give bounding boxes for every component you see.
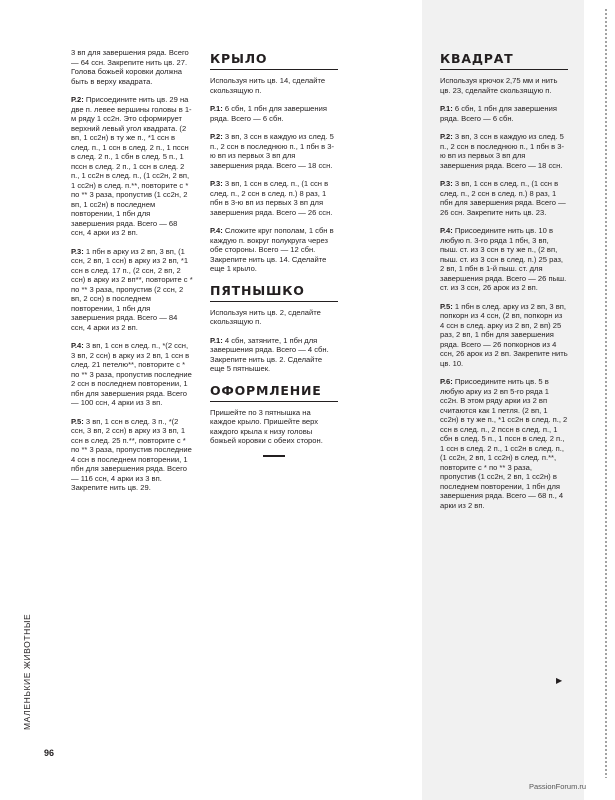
square-row-1 xyxy=(440,104,568,123)
section-heading-square: КВАДРАТ xyxy=(440,52,568,70)
page-number: 96 xyxy=(44,748,55,758)
square-row-3 xyxy=(440,179,568,217)
section-heading-spot: ПЯТНЫШКО xyxy=(210,284,338,302)
row-text: Присоедините нить цв. 5 в любую арку из 2 вп 5-го ряда 1 сс2н. В этом ряду арки из 2 вп считаются как 1 петля. (2 вп, 1 сс2н) в ту же п., *1 сс2н в след. п., 2 ссн в след. п., 2 пссн в след. п., 1 сбн в след. 5 п., 1 пссн в след. 2 п., 1 ссн в след. 2 п., 1 сс2н в след. п., (1 сс2н, 2 вп, 1 сс2н) в след. п.**, повторите с * по ** 3 раза, пропустив (1 сс2н, 2 вп, 1 сс2н) в последнем повторении, 1 пбн для завершения ряда. Всего — 68 п., 4 арки из 2 вп. xyxy=(440,377,568,510)
wing-row-1 xyxy=(210,104,338,123)
continue-arrow-icon: ▶ xyxy=(556,676,563,685)
row-label: Р.4: xyxy=(210,226,223,235)
row-3-instruction xyxy=(71,247,193,333)
row-label: Р.3: xyxy=(71,246,84,256)
row-label: Р.2: xyxy=(210,132,223,141)
row-text: 4 сбн, затяните, 1 пбн для завершения ряда. Всего — 4 сбн. Закрепите нить цв. 2. Сделайте еще 5 пятнышек. xyxy=(210,335,329,373)
row-text: 3 вп, 3 ссн в каждую из след. 5 п., 2 ссн в последнюю п., 1 пбн в 3-ю вп из первых 3 вп для завершения ряда. Всего — 18 ссн. xyxy=(440,132,564,170)
column-middle xyxy=(210,50,338,457)
end-mark xyxy=(263,455,285,457)
spot-intro: Используя нить цв. 2, сделайте скользящую п. xyxy=(210,307,321,326)
row-label: Р.6: xyxy=(440,377,453,386)
column-right-sidebar xyxy=(440,50,568,519)
section-heading-wing: КРЫЛО xyxy=(210,52,338,70)
paragraph-intro: 3 вп для завершения ряда. Всего — 64 ссн. Закрепите нить цв. 27. Голова божьей коровки должна быть в верху квадрата. xyxy=(71,48,189,86)
row-text: Присоедините нить цв. 29 на две п. левее вершины головы в 1-м ряду 1 сс2н. Это сформирует верхний левый угол квадрата. (2 вп, 1 сс2н) в ту же п., *1 ссн в след. п., 1 ссн в след. 2 п., 1 пссн в след. 2 п., 1 сбн в след. 5 п., 1 пссн в след. 2 п., 1 ссн в след. 2 п., 1 сс2н в след. п., (1 сс2н, 2 вп, 1 сс2н) в след. п.**, повторите с * по ** 3 раза, пропустив (1 сс2н, 2 вп, 1 сс2н) в последнем повторении, 1 пбн для завершения ряда. Всего — 68 ссн, 4 арки из 2 вп. xyxy=(71,95,192,237)
row-text: 3 вп, 3 ссн в каждую из след. 5 п., 2 ссн в последнюю п., 1 пбн в 3-ю вп из первых 3 вп для завершения ряда. Всего — 18 ссн. xyxy=(210,132,334,170)
row-label: Р.1: xyxy=(440,104,453,113)
row-text: 3 вп, 1 ссн в след. п., (1 ссн в след. п., 2 ссн в след. п.) 8 раз, 1 пбн в 3-ю вп из первых 3 вп для завершения ряда. Всего — 26 ссн. xyxy=(210,179,333,217)
watermark: PassionForum.ru xyxy=(529,782,587,791)
dotted-edge-decoration xyxy=(604,8,608,778)
square-row-2 xyxy=(440,132,568,170)
square-row-5 xyxy=(440,302,568,369)
row-label: Р.1: xyxy=(210,335,223,345)
row-label: Р.4: xyxy=(440,226,453,235)
square-intro: Используя крючок 2,75 мм и нить цв. 23, сделайте скользящую п. xyxy=(440,76,558,95)
row-text: 3 вп, 1 ссн в след. п., *(2 ссн, 3 вп, 2 ссн) в арку из 2 вп, 1 ссн в след. 21 петелю**, повторите с * по ** 3 раза, пропустив последние 2 ссн в последнем повторении, 1 пбн для завершения ряда. Всего — 100 ссн, 4 арки из 3 вп. xyxy=(71,341,192,407)
row-label: Р.3: xyxy=(440,179,453,188)
wing-row-3 xyxy=(210,179,338,217)
row-label: Р.2: xyxy=(440,132,453,141)
column-left xyxy=(71,48,193,502)
square-row-4 xyxy=(440,226,568,293)
row-label: Р.3: xyxy=(210,179,223,188)
row-text: 6 сбн, 1 пбн для завершения ряда. Всего — 6 сбн. xyxy=(440,104,557,123)
section-label: МАЛЕНЬКИЕ ЖИВОТНЫЕ xyxy=(22,613,32,730)
row-text: 3 вп, 1 ссн в след. 3 п., *(2 ссн, 3 вп, 2 ссн) в арку из 3 вп, 1 ссн в след. 25 п.**, повторите с * по ** 3 раза, пропустив последние 4 ссн в последнем повторении, 1 пбн для завершения ряда. Всего — 116 ссн, 4 арки из 3 вп. Закрепите нить цв. 29. xyxy=(71,416,192,492)
square-row-6 xyxy=(440,377,568,510)
section-heading-finishing: ОФОРМЛЕНИЕ xyxy=(210,384,338,402)
finishing-text: Пришейте по 3 пятнышка на каждое крыло. Пришейте верх каждого крыла к низу головы божьей коровки с обеих сторон. xyxy=(210,407,323,445)
row-text: 6 сбн, 1 пбн для завершения ряда. Всего — 6 сбн. xyxy=(210,104,327,123)
row-text: Присоедините нить цв. 10 в любую п. 3-го ряда 1 пбн, 3 вп, пыш. ст. из 3 ссн в ту же п., (2 вп, пыш. ст. из 3 ссн в след. п.) 25 раз, 2 вп, 1 пбн в 1-й пыш. ст. для завершения ряда. Всего — 26 пыш. ст. из 3 ссн, 26 арок из 2 вп. xyxy=(440,226,567,292)
row-label: Р.5: xyxy=(440,301,453,311)
spot-row-1 xyxy=(210,336,338,374)
row-text: 1 пбн в арку из 2 вп, 3 вп, (1 ссн, 2 вп, 1 ссн) в арку из 2 вп, *1 ссн в след. 17 п., (2 ссн, 2 вп, 2 ссн) в арку из 2 вп**, повторите с * по ** 3 раза, пропустив (2 ссн, 2 вп, 2 ссн) в последнем повторении, 1 пбн для завершения ряда. Всего — 84 ссн, 4 арки из 2 вп. xyxy=(71,246,193,332)
row-label: Р.5: xyxy=(71,416,84,426)
row-text: 3 вп, 1 ссн в след. п., (1 ссн в след. п., 2 ссн в след. п.) 8 раз, 1 пбн для завершения ряда. Всего — 26 ссн. Закрепите нить цв. 23. xyxy=(440,179,566,217)
wing-row-2 xyxy=(210,132,338,170)
row-label: Р.2: xyxy=(71,95,84,104)
wing-intro: Используя нить цв. 14, сделайте скользящую п. xyxy=(210,76,326,95)
row-label: Р.1: xyxy=(210,104,223,113)
row-2-instruction xyxy=(71,95,193,238)
row-4-instruction xyxy=(71,341,193,408)
wing-row-4 xyxy=(210,226,338,274)
row-label: Р.4: xyxy=(71,341,84,350)
row-text: 1 пбн в след. арку из 2 вп, 3 вп, попкорн из 4 ссн, (2 вп, попкорн из 4 ссн в след. арку из 2 вп, 2 вп) 25 раз, 2 вп, 1 пбн для завершения ряда. Всего — 26 попкорнов из 4 ссн, 26 арок из 2 вп. Закрепите нить цв. 10. xyxy=(440,301,568,368)
row-text: Сложите круг пополам, 1 сбн в каждую п. вокруг полукруга через обе стороны. Всего — 12 сбн. Закрепите нить цв. 14. Сделайте еще 1 крыло. xyxy=(210,226,334,273)
row-5-instruction xyxy=(71,417,193,493)
